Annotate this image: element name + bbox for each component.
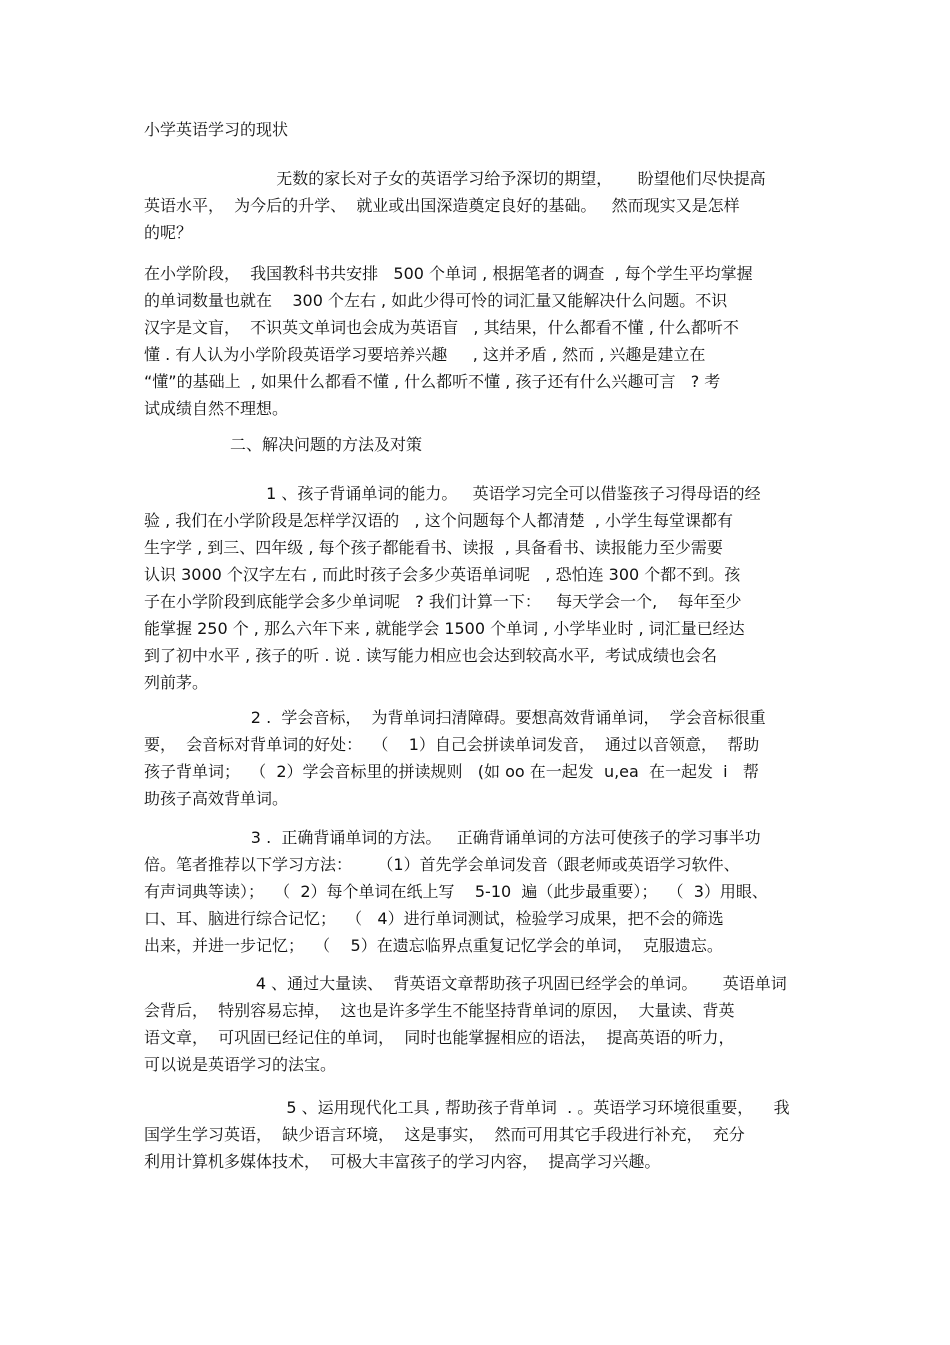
text-line: “懂”的基础上 , 如果什么都看不懂 , 什么都听不懂 , 孩子还有什么兴趣可言 ? 考: [144, 372, 721, 391]
text-line: 子在小学阶段到底能学会多少单词呢 ? 我们计算一下： 每天学会一个, 每年至少: [144, 592, 742, 611]
method-item-2: [144, 704, 804, 812]
text-line: 汉字是文盲， 不识英文单词也会成为英语盲 , 其结果，什么都看不懂 , 什么都听不: [144, 318, 739, 337]
intro-paragraph: [144, 165, 804, 246]
text-line: 4 、通过大量读、 背英语文章帮助孩子巩固已经学会的单词。 英语单词: [144, 974, 787, 993]
text-line: 无数的家长对子女的英语学习给予深切的期望， 盼望他们尽快提高: [144, 169, 766, 188]
text-line: 孩子背单词； （ 2）学会音标里的拼读规则 (如 oo 在一起发 u,ea 在一起发 i 帮: [144, 762, 759, 781]
method-item-5: [144, 1094, 804, 1175]
text-line: 助孩子高效背单词。: [144, 789, 289, 808]
text-line: 能掌握 250 个 , 那么六年下来 , 就能学会 1500 个单词 , 小学毕业时 , 词汇量已经达: [144, 619, 745, 638]
document-title: 小学英语学习的现状: [144, 120, 289, 139]
text-line: 5 、运用现代化工具 , 帮助孩子背单词 . 。英语学习环境很重要， 我: [144, 1098, 790, 1117]
text-line: 2 . 学会音标， 为背单词扫清障碍。要想高效背诵单词， 学会音标很重: [144, 708, 766, 727]
text-line: 倍。笔者推荐以下学习方法： （1）首先学会单词发音（跟老师或英语学习软件、: [144, 855, 740, 874]
text-line: 国学生学习英语， 缺少语言环境， 这是事实， 然而可用其它手段进行补充， 充分: [144, 1125, 745, 1144]
text-line: 到了初中水平 , 孩子的听 . 说 . 读写能力相应也会达到较高水平, 考试成绩也会名: [144, 646, 718, 665]
status-paragraph: [144, 260, 804, 422]
text-line: 会背后， 特别容易忘掉， 这也是许多学生不能坚持背单词的原因， 大量读、背英: [144, 1001, 735, 1020]
method-item-3: [144, 824, 804, 959]
text-line: 的呢？: [144, 223, 193, 242]
text-line: 可以说是英语学习的法宝。: [144, 1055, 337, 1074]
text-line: 试成绩自然不理想。: [144, 399, 289, 418]
text-line: 有声词典等读）； （ 2）每个单词在纸上写 5-10 遍（此步最重要）； （ 3）用眼、: [144, 882, 768, 901]
text-line: 3 . 正确背诵单词的方法。 正确背诵单词的方法可使孩子的学习事半功: [144, 828, 761, 847]
method-item-1: [144, 480, 804, 696]
text-line: 认识 3000 个汉字左右 , 而此时孩子会多少英语单词呢 , 恐怕连 300 个都不到。孩: [144, 565, 741, 584]
text-line: 生字学 , 到三、四年级 , 每个孩子都能看书、读报 , 具备看书、读报能力至少需要: [144, 538, 723, 557]
text-line: 语文章， 可巩固已经记住的单词， 同时也能掌握相应的语法， 提高英语的听力，: [144, 1028, 735, 1047]
text-line: 要， 会音标对背单词的好处： （ 1）自己会拼读单词发音， 通过以音领意， 帮助: [144, 735, 760, 754]
text-line: 验 , 我们在小学阶段是怎样学汉语的 , 这个问题每个人都清楚 , 小学生每堂课都有: [144, 511, 734, 530]
text-line: 1 、孩子背诵单词的能力。 英语学习完全可以借鉴孩子习得母语的经: [144, 484, 761, 503]
text-line: 口、耳、脑进行综合记忆； （ 4）进行单词测试，检验学习成果，把不会的筛选: [144, 909, 724, 928]
text-line: 利用计算机多媒体技术， 可极大丰富孩子的学习内容， 提高学习兴趣。: [144, 1152, 661, 1171]
text-line: 的单词数量也就在 300 个左右 , 如此少得可怜的词汇量又能解决什么问题。不识: [144, 291, 728, 310]
text-line: 懂 . 有人认为小学阶段英语学习要培养兴趣 , 这并矛盾 , 然而 , 兴趣是建立在: [144, 345, 706, 364]
text-line: 出来，并进一步记忆； （ 5）在遗忘临界点重复记忆学会的单词， 克服遗忘。: [144, 936, 723, 955]
text-line: 列前茅。: [144, 673, 209, 692]
text-line: 在小学阶段， 我国教科书共安排 500 个单词 , 根据笔者的调查 , 每个学生平均掌握: [144, 264, 753, 283]
section-heading: 二、解决问题的方法及对策: [230, 435, 423, 454]
text-line: 英语水平， 为今后的升学、 就业或出国深造奠定良好的基础。 然而现实又是怎样: [144, 196, 740, 215]
method-item-4: [144, 970, 804, 1078]
